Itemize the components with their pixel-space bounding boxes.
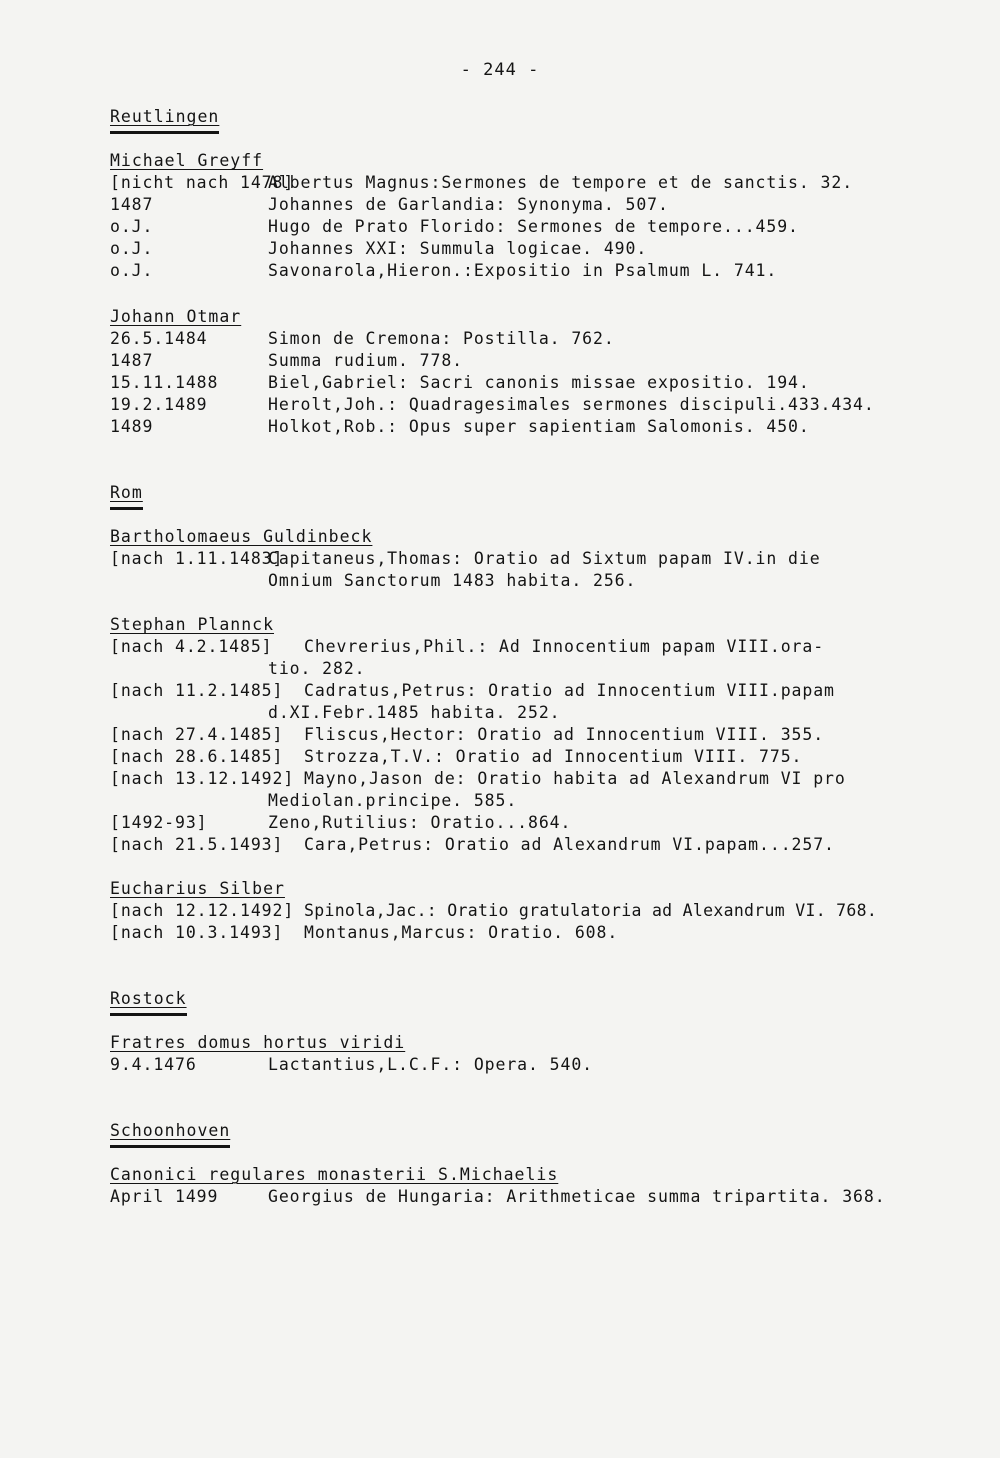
entry-date: April 1499: [110, 1187, 219, 1206]
entry-text-continuation: Mediolan.principe. 585.: [268, 791, 518, 810]
entry-date: o.J.: [110, 261, 154, 280]
entry-text: Lactantius,L.C.F.: Opera. 540.: [268, 1055, 594, 1074]
entry-date: 19.2.1489: [110, 395, 208, 414]
entry-date: [nach 4.2.1485]: [110, 637, 273, 656]
place-heading-rostock: Rostock: [110, 989, 187, 1008]
entry-date: [nach 21.5.1493]: [110, 835, 284, 854]
entry-text: Georgius de Hungaria: Arithmeticae summa tripartita. 368.: [268, 1187, 886, 1206]
entry-text: Zeno,Rutilius: Oratio...864.: [268, 813, 572, 832]
entry-text: Fliscus,Hector: Oratio ad Innocentium VIII. 355.: [304, 725, 825, 744]
entry-date: 9.4.1476: [110, 1055, 197, 1074]
entry-text: Johannes de Garlandia: Synonyma. 507.: [268, 195, 669, 214]
entry-date: 1489: [110, 417, 154, 436]
entry-date: [nicht nach 1478]: [110, 173, 295, 192]
place-heading-reutlingen: Reutlingen: [110, 107, 220, 126]
entry-date: 1487: [110, 195, 154, 214]
entry-text: Cadratus,Petrus: Oratio ad Innocentium VIII.papam: [304, 681, 835, 700]
printer-heading-johann-otmar: Johann Otmar: [110, 307, 242, 326]
entry-text: Mayno,Jason de: Oratio habita ad Alexandrum VI pro: [304, 769, 846, 788]
entry-text: Strozza,T.V.: Oratio ad Innocentium VIII. 775.: [304, 747, 803, 766]
entry-text: Montanus,Marcus: Oratio. 608.: [304, 923, 619, 942]
entry-text: Albertus Magnus:Sermones de tempore et de sanctis. 32.: [268, 173, 854, 192]
entry-text: Biel,Gabriel: Sacri canonis missae expositio. 194.: [268, 373, 810, 392]
entry-text-continuation: tio. 282.: [268, 659, 366, 678]
entry-date: [1492-93]: [110, 813, 208, 832]
entry-text: Capitaneus,Thomas: Oratio ad Sixtum papam IV.in die: [268, 549, 821, 568]
entry-date: [nach 27.4.1485]: [110, 725, 284, 744]
entry-text: Summa rudium. 778.: [268, 351, 464, 370]
printer-heading-michael-greyff: Michael Greyff: [110, 151, 264, 170]
entry-text: Chevrerius,Phil.: Ad Innocentium papam VIII.ora-: [304, 637, 825, 656]
printer-heading-stephan-plannck: Stephan Plannck: [110, 615, 275, 634]
entry-text: Savonarola,Hieron.:Expositio in Psalmum L. 741.: [268, 261, 778, 280]
entry-date: [nach 12.12.1492]: [110, 901, 295, 920]
entry-date: o.J.: [110, 239, 154, 258]
entry-date: [nach 28.6.1485]: [110, 747, 284, 766]
entry-text: Cara,Petrus: Oratio ad Alexandrum VI.papam...257.: [304, 835, 835, 854]
entry-date: [nach 13.12.1492]: [110, 769, 295, 788]
entry-text: Herolt,Joh.: Quadragesimales sermones discipuli.433.434.: [268, 395, 875, 414]
printer-heading-eucharius-silber: Eucharius Silber: [110, 879, 285, 898]
place-heading-schoonhoven: Schoonhoven: [110, 1121, 231, 1140]
entry-date: [nach 11.2.1485]: [110, 681, 284, 700]
entry-text: Hugo de Prato Florido: Sermones de tempore...459.: [268, 217, 799, 236]
printer-heading-canonici-regulares: Canonici regulares monasterii S.Michaelis: [110, 1165, 559, 1184]
entry-date: [nach 10.3.1493]: [110, 923, 284, 942]
entry-date: 1487: [110, 351, 154, 370]
page-number: - 244 -: [460, 60, 540, 80]
entry-text: Johannes XXI: Summula logicae. 490.: [268, 239, 648, 258]
entry-date: 15.11.1488: [110, 373, 219, 392]
entry-text-continuation: d.XI.Febr.1485 habita. 252.: [268, 703, 561, 722]
printer-heading-bartholomaeus-guldinbeck: Bartholomaeus Guldinbeck: [110, 527, 373, 546]
entry-date: o.J.: [110, 217, 154, 236]
entry-text: Simon de Cremona: Postilla. 762.: [268, 329, 615, 348]
entry-text-continuation: Omnium Sanctorum 1483 habita. 256.: [268, 571, 637, 590]
entry-date: [nach 1.11.1483]: [110, 549, 284, 568]
place-heading-rom: Rom: [110, 483, 143, 502]
entry-date: 26.5.1484: [110, 329, 208, 348]
entry-text: Holkot,Rob.: Opus super sapientiam Salomonis. 450.: [268, 417, 810, 436]
entry-text: Spinola,Jac.: Oratio gratulatoria ad Alexandrum VI. 768.: [304, 901, 878, 920]
printer-heading-fratres-domus-hortus-viridi: Fratres domus hortus viridi: [110, 1033, 406, 1052]
